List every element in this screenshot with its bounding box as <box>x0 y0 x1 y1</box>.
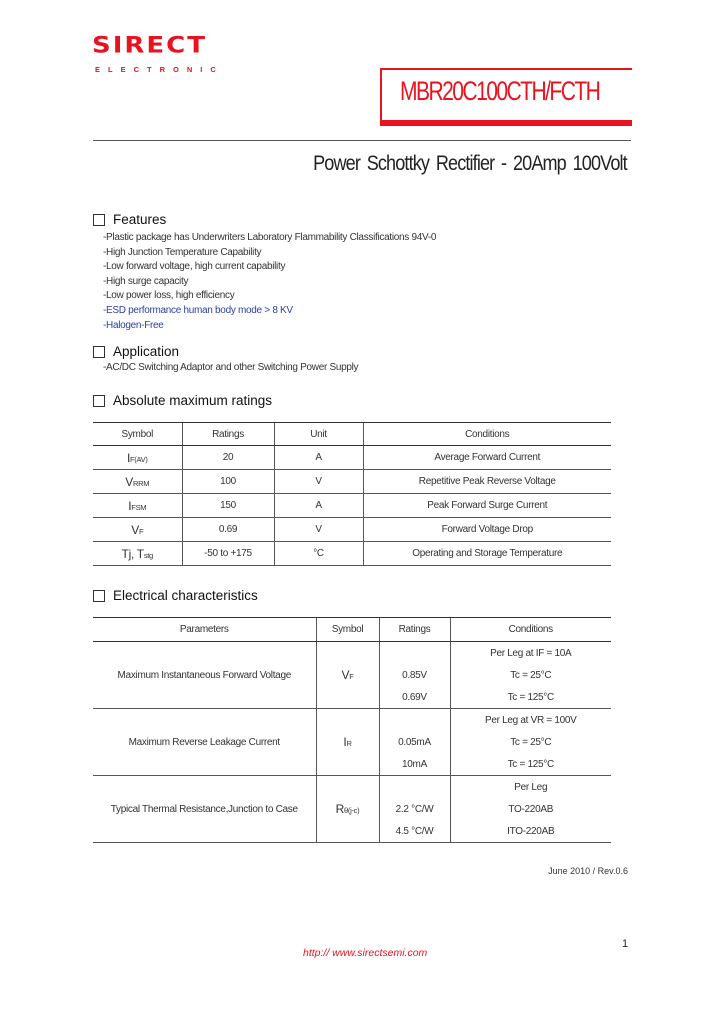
condition-cell: Tc = 25°C <box>450 731 611 753</box>
condition-cell: Per Leg at VR = 100V <box>450 709 611 732</box>
rating-cell: 10mA <box>379 753 450 776</box>
rating-cell <box>379 709 450 732</box>
rating-cell: 0.05mA <box>379 731 450 753</box>
unit-cell: A <box>274 446 363 470</box>
list-item: -Halogen-Free <box>103 319 164 331</box>
parameter-cell: Typical Thermal Resistance,Junction to Case <box>93 776 316 843</box>
table-header-row <box>93 423 611 446</box>
rating-cell: 150 <box>182 494 274 518</box>
table-row <box>93 518 611 542</box>
table-row <box>93 642 611 665</box>
checkbox-icon <box>93 214 105 226</box>
condition-cell: Peak Forward Surge Current <box>363 494 611 518</box>
unit-cell: V <box>274 518 363 542</box>
condition-cell: Tc = 125°C <box>450 753 611 776</box>
application-heading: Application <box>93 344 179 359</box>
table-row <box>93 542 611 566</box>
list-item: -Low forward voltage, high current capability <box>103 261 286 273</box>
symbol-cell: IR <box>316 709 379 776</box>
condition-cell: Average Forward Current <box>363 446 611 470</box>
symbol-cell: VRRM <box>93 470 182 494</box>
features-list <box>103 231 436 333</box>
part-number: MBR20C100CTH/FCTH <box>400 76 600 106</box>
rating-cell: 100 <box>182 470 274 494</box>
rating-cell: 4.5 °C/W <box>379 820 450 843</box>
page-title: Power Schottky Rectifier - 20Amp 100Volt <box>313 152 627 175</box>
condition-cell: Per Leg at IF = 10A <box>450 642 611 665</box>
column-header: Ratings <box>182 423 274 446</box>
symbol-cell: Tj, Tstg <box>93 542 182 566</box>
table-row <box>93 776 611 799</box>
unit-cell: V <box>274 470 363 494</box>
part-number-box <box>380 68 632 126</box>
brand-logo: SIRECT <box>92 33 207 59</box>
condition-cell: TO-220AB <box>450 798 611 820</box>
list-item: -Low power loss, high efficiency <box>103 290 235 302</box>
column-header: Symbol <box>93 423 182 446</box>
unit-cell: °C <box>274 542 363 566</box>
table-row <box>93 494 611 518</box>
symbol-cell: VF <box>316 642 379 709</box>
column-header: Symbol <box>316 618 379 642</box>
condition-cell: Tc = 25°C <box>450 664 611 686</box>
features-heading: Features <box>93 212 166 227</box>
parameter-cell: Maximum Reverse Leakage Current <box>93 709 316 776</box>
condition-cell: Operating and Storage Temperature <box>363 542 611 566</box>
column-header: Unit <box>274 423 363 446</box>
column-header: Parameters <box>93 618 316 642</box>
table-header-row <box>93 618 611 642</box>
rating-cell: 2.2 °C/W <box>379 798 450 820</box>
rating-cell <box>379 776 450 799</box>
rating-cell: -50 to +175 <box>182 542 274 566</box>
table-row <box>93 709 611 732</box>
header-rule <box>93 140 631 141</box>
checkbox-icon <box>93 590 105 602</box>
rating-cell: 0.85V <box>379 664 450 686</box>
checkbox-icon <box>93 395 105 407</box>
condition-cell: Forward Voltage Drop <box>363 518 611 542</box>
unit-cell: A <box>274 494 363 518</box>
page-number: 1 <box>622 938 629 950</box>
list-item: -High Junction Temperature Capability <box>103 246 262 258</box>
symbol-cell: VF <box>93 518 182 542</box>
condition-cell: Tc = 125°C <box>450 686 611 709</box>
list-item: -Plastic package has Underwriters Laboratory Flammability Classifications 94V-0 <box>103 232 437 243</box>
table-row <box>93 446 611 470</box>
list-item: -AC/DC Switching Adaptor and other Switching Power Supply <box>103 362 359 373</box>
symbol-cell: IF(AV) <box>93 446 182 470</box>
checkbox-icon <box>93 346 105 358</box>
revision-note: June 2010 / Rev.0.6 <box>548 866 628 876</box>
list-item: -High surge capacity <box>103 275 189 287</box>
condition-cell: ITO-220AB <box>450 820 611 843</box>
parameter-cell: Maximum Instantaneous Forward Voltage <box>93 642 316 709</box>
symbol-cell: IFSM <box>93 494 182 518</box>
column-header: Ratings <box>379 618 450 642</box>
electrical-table <box>93 617 611 843</box>
electrical-heading: Electrical characteristics <box>93 588 258 603</box>
ratings-heading: Absolute maximum ratings <box>93 393 272 408</box>
table-row <box>93 470 611 494</box>
ratings-table <box>93 422 611 566</box>
website-link[interactable]: http:// www.sirectsemi.com <box>303 947 428 959</box>
rating-cell: 0.69V <box>379 686 450 709</box>
list-item: -ESD performance human body mode > 8 KV <box>103 304 293 316</box>
condition-cell: Per Leg <box>450 776 611 799</box>
rating-cell <box>379 642 450 665</box>
condition-cell: Repetitive Peak Reverse Voltage <box>363 470 611 494</box>
brand-logo-subtitle: ELECTRONIC <box>95 65 224 74</box>
symbol-cell: Rθ(j-c) <box>316 776 379 843</box>
rating-cell: 0.69 <box>182 518 274 542</box>
column-header: Conditions <box>363 423 611 446</box>
rating-cell: 20 <box>182 446 274 470</box>
column-header: Conditions <box>450 618 611 642</box>
